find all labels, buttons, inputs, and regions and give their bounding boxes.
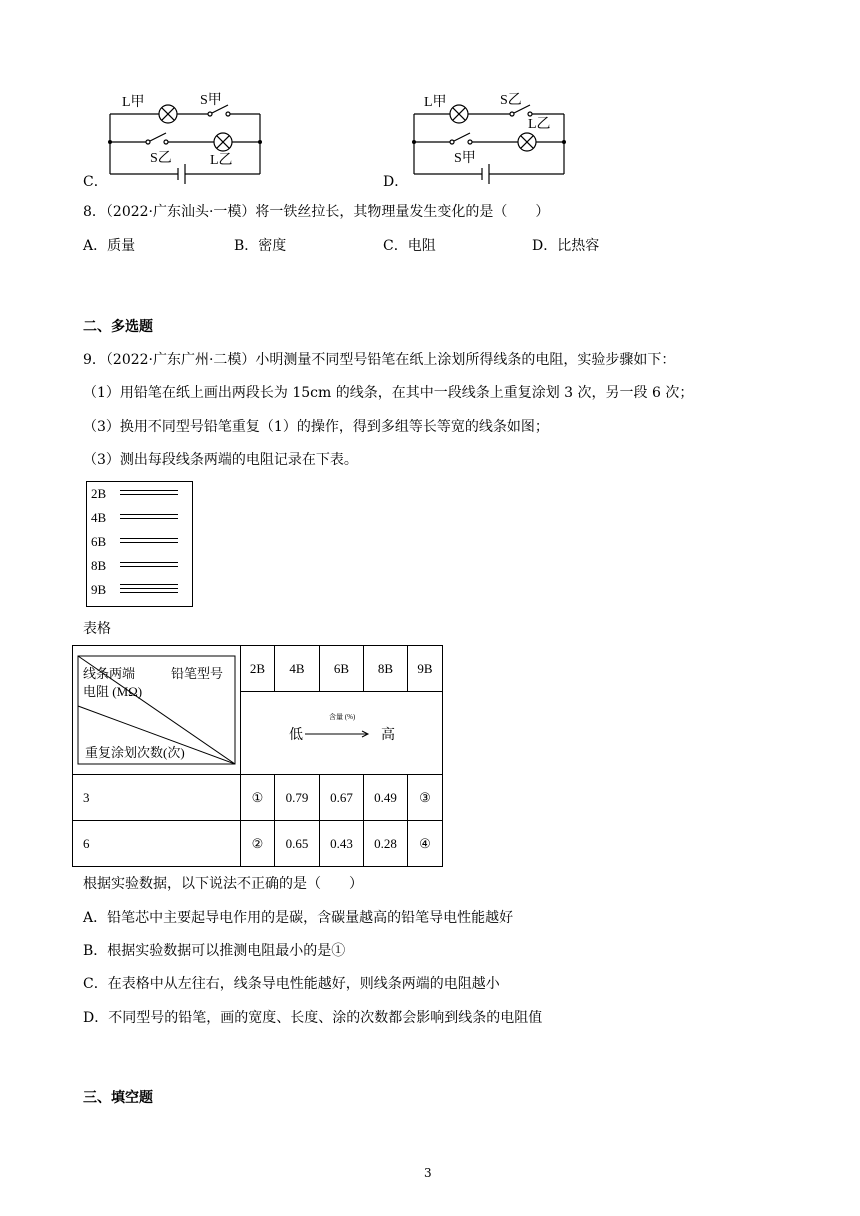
col-header-8b: 8B: [364, 646, 408, 692]
q9-option-d: D．不同型号的铅笔，画的宽度、长度、涂的次数都会影响到线条的电阻值: [83, 1010, 543, 1026]
cell: 0.67: [320, 775, 364, 821]
table-row: [73, 775, 443, 821]
option-c-label: C．: [83, 174, 108, 190]
pencil-label-2b: 2B: [91, 486, 107, 501]
page-number: 3: [424, 1166, 432, 1180]
cell: 0.49: [364, 775, 408, 821]
label-lamp-a: L甲: [122, 95, 145, 110]
circuit-diagram-d: [404, 86, 574, 184]
content-scale-cell: [241, 692, 443, 775]
q8-option-c: C．电阻: [383, 238, 436, 254]
q9-question: 根据实验数据，以下说法不正确的是（ ）: [83, 876, 363, 892]
diag-top-right-label: 铅笔型号: [171, 666, 224, 681]
pencil-lines-8b: [120, 562, 178, 570]
pencil-lines-2b: [120, 490, 178, 498]
pencil-label-6b: 6B: [91, 534, 107, 549]
col-header-4b: 4B: [275, 646, 320, 692]
q9-step-1: （1）用铅笔在纸上画出两段长为 15cm 的线条，在其中一段线条上重复涂划 3 次，另一段 6 次；: [83, 385, 694, 401]
col-header-2b: 2B: [241, 646, 275, 692]
cell: 0.28: [364, 821, 408, 867]
q9-step-2: （3）换用不同型号铅笔重复（1）的操作，得到多组等长等宽的线条如图；: [83, 419, 549, 435]
cell: 0.43: [320, 821, 364, 867]
label-switch-b: S乙: [500, 93, 522, 108]
label-lamp-b: L乙: [210, 153, 233, 168]
cell: 0.65: [275, 821, 320, 867]
scale-axis-label: 含量 (%): [329, 713, 356, 721]
label-switch-a: S甲: [454, 151, 476, 166]
table-caption: 表格: [83, 621, 111, 637]
pencil-label-4b: 4B: [91, 510, 107, 525]
q8-option-d: D．比热容: [532, 238, 600, 254]
option-d-label: D．: [383, 174, 409, 190]
q9-step-3: （3）测出每段线条两端的电阻记录在下表。: [83, 452, 358, 468]
label-switch-a: S甲: [200, 93, 222, 108]
pencil-lines-4b: [120, 514, 178, 522]
label-lamp-a: L甲: [424, 95, 447, 110]
cell: ②: [241, 821, 275, 867]
cell: ①: [241, 775, 275, 821]
q9-option-a: A．铅笔芯中主要起导电作用的是碳，含碳量越高的铅笔导电性能越好: [83, 910, 514, 926]
table-row: [73, 821, 443, 867]
q8-stem: 8．（2022·广东汕头·一模）将一铁丝拉长，其物理量发生变化的是（ ）: [83, 204, 550, 220]
scale-high-label: 高: [381, 728, 395, 743]
cell: ③: [408, 775, 443, 821]
cell: 0.79: [275, 775, 320, 821]
section-heading-fill-in: 三、填空题: [83, 1090, 153, 1106]
q9-option-c: C．在表格中从左往右，线条导电性能越好，则线条两端的电阻越小: [83, 976, 500, 992]
diagonal-header-cell: [73, 646, 241, 775]
col-header-6b: 6B: [320, 646, 364, 692]
pencil-label-8b: 8B: [91, 558, 107, 573]
resistance-table: [72, 645, 443, 867]
q8-option-a: A．质量: [83, 238, 136, 254]
cell: ④: [408, 821, 443, 867]
circuit-diagram-c: [100, 88, 270, 184]
pencil-lines-figure: [86, 481, 193, 607]
col-header-9b: 9B: [408, 646, 443, 692]
pencil-label-9b: 9B: [91, 582, 107, 597]
q9-option-b: B．根据实验数据可以推测电阻最小的是①: [83, 943, 346, 959]
diag-middle-label-2: 电阻 (MΩ): [83, 684, 143, 699]
row-times-3: 3: [73, 775, 241, 821]
diag-middle-label-1: 线条两端: [83, 666, 136, 681]
scale-arrow-icon: [305, 730, 371, 738]
label-lamp-b: L乙: [528, 117, 551, 132]
scale-low-label: 低: [289, 728, 303, 743]
q9-stem: 9．（2022·广东广州·二模）小明测量不同型号铅笔在纸上涂划所得线条的电阻，实验步骤如下：: [83, 352, 676, 368]
pencil-lines-9b: [120, 584, 178, 596]
q8-option-b: B．密度: [234, 238, 287, 254]
row-times-6: 6: [73, 821, 241, 867]
pencil-lines-6b: [120, 538, 178, 546]
section-heading-multiple-choice: 二、多选题: [83, 319, 153, 335]
diag-bottom-label: 重复涂划次数(次): [85, 745, 185, 760]
label-switch-b: S乙: [150, 151, 172, 166]
